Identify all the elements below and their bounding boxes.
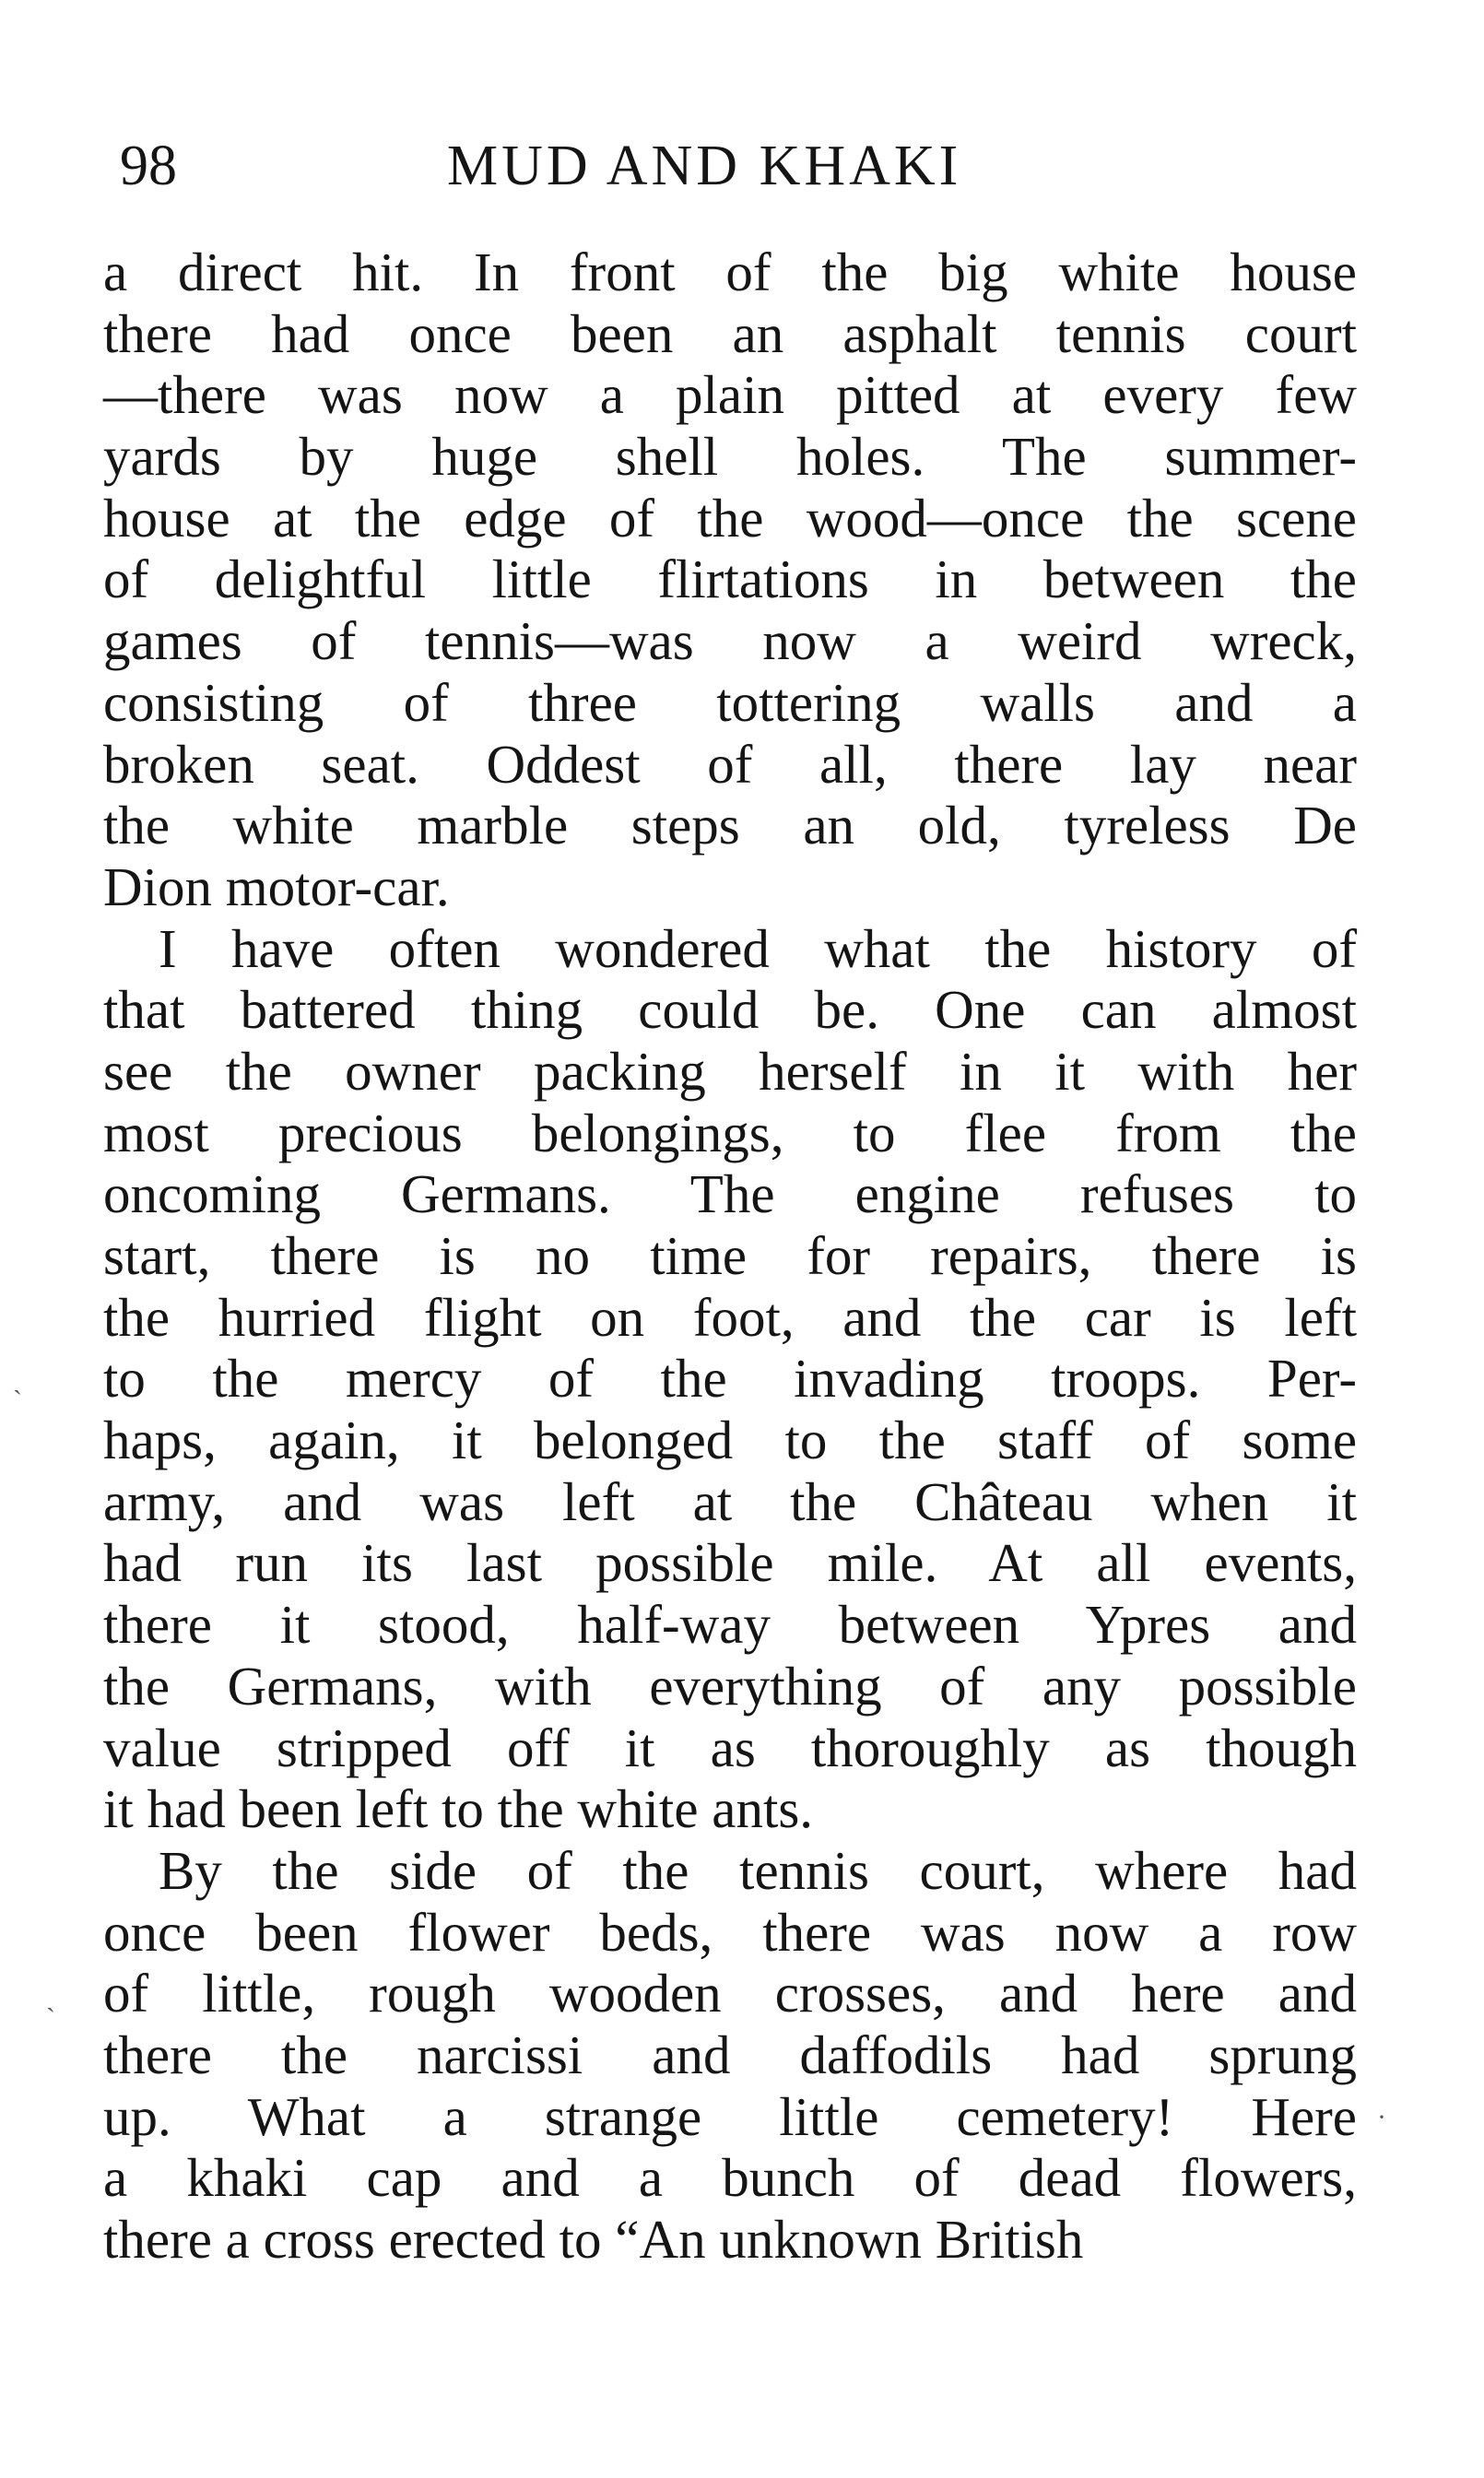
paragraph [103, 1840, 1357, 2271]
body-text [103, 242, 1357, 2271]
text-line: —there was now a plain pitted at every few [103, 364, 1357, 426]
text-line: once been flower beds, there was now a row [103, 1901, 1357, 1963]
paragraph [103, 918, 1357, 1840]
text-line: Dion motor-car. [103, 856, 450, 917]
text-line: there it stood, half-way between Ypres and [103, 1594, 1357, 1656]
page-number: 98 [120, 135, 177, 197]
text-line: I have often wondered what the history of [159, 917, 1357, 979]
text-line: up. What a strange little cemetery! Here [103, 2085, 1357, 2147]
margin-tick-mark: ˏ [13, 1364, 22, 1395]
text-line: it had been left to the white ants. [103, 1778, 814, 1840]
text-line: there a cross erected to “An unknown British [103, 2209, 1084, 2270]
page-header [120, 129, 1051, 203]
running-title: MUD AND KHAKI [447, 135, 962, 197]
text-line: the white marble steps an old, tyreless De [103, 795, 1357, 856]
text-line: there the narcissi and daffodils had sprung [103, 2024, 1357, 2085]
text-line: the Germans, with everything of any possible [103, 1655, 1357, 1717]
text-line: a direct hit. In front of the big white house [103, 242, 1357, 302]
text-line: oncoming Germans. The engine refuses to [103, 1163, 1357, 1225]
text-line: games of tennis—was now a weird wreck, [103, 610, 1357, 672]
text-line: value stripped off it as thoroughly as though [103, 1717, 1357, 1778]
text-line: yards by huge shell holes. The summer- [103, 426, 1357, 488]
text-line: By the side of the tennis court, where had [159, 1839, 1357, 1901]
paragraph [103, 242, 1357, 918]
text-line: a khaki cap and a bunch of dead flowers, [103, 2147, 1357, 2209]
text-line: start, there is no time for repairs, there is [103, 1225, 1357, 1286]
text-line: army, and was left at the Château when it [103, 1470, 1357, 1532]
text-line: of little, rough wooden crosses, and here and [103, 1963, 1357, 2024]
text-line: see the owner packing herself in it with her [103, 1040, 1357, 1102]
text-line: of delightful little flirtations in between the [103, 549, 1357, 610]
margin-tick-mark: ˏ [46, 1982, 55, 2012]
text-line: house at the edge of the wood—once the scene [103, 487, 1357, 549]
text-line: broken seat. Oddest of all, there lay near [103, 733, 1357, 795]
text-line: had run its last possible mile. At all events, [103, 1532, 1357, 1594]
text-line: to the mercy of the invading troops. Per- [103, 1348, 1357, 1410]
text-line: that battered thing could be. One can almost [103, 979, 1357, 1041]
text-line: the hurried flight on foot, and the car is left [103, 1286, 1357, 1348]
text-line: consisting of three tottering walls and a [103, 671, 1357, 733]
text-line: haps, again, it belonged to the staff of some [103, 1410, 1357, 1471]
text-line: most precious belongings, to flee from the [103, 1102, 1357, 1163]
margin-dot-mark: · [1377, 2102, 1386, 2132]
text-line: there had once been an asphalt tennis court [103, 302, 1357, 364]
